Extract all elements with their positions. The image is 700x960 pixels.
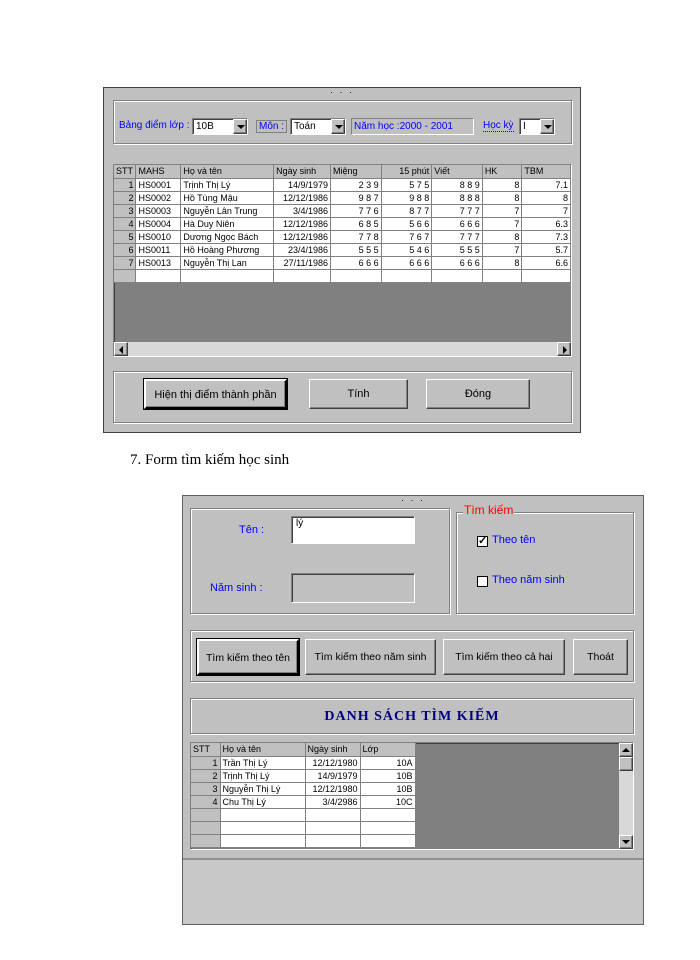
- results-title: DANH SÁCH TÌM KIẾM: [324, 709, 500, 724]
- scroll-up-icon[interactable]: [619, 743, 633, 757]
- empty-cell[interactable]: [114, 269, 136, 282]
- table-cell[interactable]: 7: [482, 204, 522, 217]
- table-cell[interactable]: 7 7 7: [432, 230, 483, 243]
- by-year-label[interactable]: Theo năm sinh: [492, 574, 565, 586]
- grades-grid[interactable]: [113, 164, 572, 357]
- term-select[interactable]: [519, 118, 555, 135]
- school-year-label: Năm học :2000 - 2001: [351, 118, 474, 135]
- table-cell[interactable]: HS0013: [136, 256, 181, 269]
- empty-cell[interactable]: [191, 808, 220, 821]
- table-cell[interactable]: 9 8 8: [381, 191, 432, 204]
- row-number[interactable]: 3: [114, 204, 136, 217]
- table-cell[interactable]: 6 8 5: [330, 217, 381, 230]
- table-cell[interactable]: 8: [522, 191, 571, 204]
- table-cell[interactable]: 5.7: [522, 243, 571, 256]
- search-window: [182, 495, 644, 925]
- col-header[interactable]: Lớp: [360, 743, 415, 756]
- close-button[interactable]: [426, 379, 530, 409]
- grade-row[interactable]: [114, 178, 571, 191]
- table-cell[interactable]: 3/4/1986: [274, 204, 331, 217]
- section-caption: 7. Form tìm kiếm học sinh: [130, 452, 290, 468]
- subject-select-value: Toán: [294, 121, 316, 132]
- table-cell[interactable]: 7: [482, 243, 522, 256]
- row-number[interactable]: 6: [114, 243, 136, 256]
- empty-cell[interactable]: [522, 269, 571, 282]
- table-cell[interactable]: Nguyễn Thị Lý: [220, 782, 305, 795]
- col-header[interactable]: MAHS: [136, 165, 181, 178]
- col-header[interactable]: Họ và tên: [220, 743, 305, 756]
- empty-row[interactable]: [114, 269, 571, 282]
- search-group-title: Tìm kiếm: [464, 503, 514, 517]
- grade-row[interactable]: [114, 191, 571, 204]
- name-label: Tên :: [239, 524, 265, 536]
- empty-cell[interactable]: [360, 834, 415, 847]
- table-cell[interactable]: 6.3: [522, 217, 571, 230]
- show-details-label: Hiện thị điểm thành phần: [154, 389, 277, 401]
- name-input-value: lý: [296, 518, 304, 529]
- by-name-checkbox[interactable]: [477, 536, 488, 547]
- table-cell[interactable]: Chu Thị Lý: [220, 795, 305, 808]
- row-number[interactable]: 2: [114, 191, 136, 204]
- table-cell[interactable]: 6.6: [522, 256, 571, 269]
- search-by-year-button[interactable]: [305, 639, 436, 675]
- search-by-both-label: Tìm kiếm theo cả hai: [455, 651, 553, 663]
- grade-row[interactable]: [114, 217, 571, 230]
- search-options-group: [456, 512, 634, 614]
- results-grid[interactable]: [190, 742, 634, 850]
- table-cell[interactable]: HS0002: [136, 191, 181, 204]
- table-cell[interactable]: 12/12/1980: [305, 782, 360, 795]
- table-cell[interactable]: 5 7 5: [381, 178, 432, 191]
- table-cell[interactable]: 8: [482, 230, 522, 243]
- table-cell[interactable]: 5 4 6: [381, 243, 432, 256]
- empty-cell[interactable]: [432, 269, 483, 282]
- table-cell[interactable]: HS0001: [136, 178, 181, 191]
- class-select-value: 10B: [196, 121, 214, 132]
- table-cell[interactable]: 8: [482, 178, 522, 191]
- table-cell[interactable]: 6 6 6: [432, 217, 483, 230]
- col-header[interactable]: Ngày sinh: [274, 165, 331, 178]
- empty-cell[interactable]: [220, 821, 305, 834]
- table-cell[interactable]: 5 5 5: [432, 243, 483, 256]
- empty-cell[interactable]: [191, 821, 220, 834]
- col-header[interactable]: Ngày sinh: [305, 743, 360, 756]
- term-label: Học kỳ: [483, 120, 514, 131]
- table-cell[interactable]: 7 6 7: [381, 230, 432, 243]
- table-cell[interactable]: 10B: [360, 782, 415, 795]
- table-cell[interactable]: 10B: [360, 769, 415, 782]
- table-cell[interactable]: HS0010: [136, 230, 181, 243]
- table-cell[interactable]: Hồ Hoàng Phương: [181, 243, 274, 256]
- grades-table: [114, 165, 571, 283]
- close-label: Đóng: [464, 388, 492, 400]
- empty-cell[interactable]: [136, 269, 181, 282]
- table-cell[interactable]: Dương Ngọc Bách: [181, 230, 274, 243]
- by-name-label[interactable]: Theo tên: [492, 534, 536, 546]
- empty-row[interactable]: [191, 821, 415, 834]
- calculate-button[interactable]: [309, 379, 408, 409]
- empty-row[interactable]: [191, 808, 415, 821]
- show-details-button[interactable]: [144, 379, 287, 409]
- table-cell[interactable]: 10C: [360, 795, 415, 808]
- table-cell[interactable]: 8: [482, 191, 522, 204]
- empty-cell[interactable]: [305, 808, 360, 821]
- col-header[interactable]: STT: [191, 743, 220, 756]
- grade-row[interactable]: [114, 230, 571, 243]
- class-select[interactable]: [192, 118, 248, 135]
- table-cell[interactable]: 9 8 7: [330, 191, 381, 204]
- table-cell[interactable]: Hồ Tùng Mậu: [181, 191, 274, 204]
- scroll-down-icon[interactable]: [619, 835, 633, 849]
- empty-cell[interactable]: [360, 808, 415, 821]
- table-cell[interactable]: 12/12/1986: [274, 217, 331, 230]
- grade-row[interactable]: [114, 204, 571, 217]
- col-header[interactable]: Họ và tên: [181, 165, 274, 178]
- table-cell[interactable]: 10A: [360, 756, 415, 769]
- row-number[interactable]: 2: [191, 769, 220, 782]
- row-number[interactable]: 3: [191, 782, 220, 795]
- class-label: Bảng điểm lớp :: [119, 120, 190, 131]
- empty-cell[interactable]: [381, 269, 432, 282]
- exit-label: Thoát: [587, 651, 614, 663]
- table-cell[interactable]: 7 7 6: [330, 204, 381, 217]
- subject-select[interactable]: [290, 118, 346, 135]
- result-row[interactable]: [191, 769, 415, 782]
- row-number[interactable]: 5: [114, 230, 136, 243]
- table-cell[interactable]: 7: [482, 217, 522, 230]
- table-cell[interactable]: 7: [522, 204, 571, 217]
- col-header[interactable]: HK: [482, 165, 522, 178]
- empty-cell[interactable]: [305, 821, 360, 834]
- col-header[interactable]: Viết: [432, 165, 483, 178]
- calculate-label: Tính: [347, 388, 370, 400]
- table-cell[interactable]: HS0003: [136, 204, 181, 217]
- table-cell[interactable]: 5 5 5: [330, 243, 381, 256]
- grades-header-row: [114, 165, 571, 178]
- empty-cell[interactable]: [274, 269, 331, 282]
- class-dropdown-icon[interactable]: [233, 119, 247, 134]
- row-number[interactable]: 7: [114, 256, 136, 269]
- search-by-year-label: Tìm kiếm theo năm sinh: [314, 651, 427, 663]
- window-grip[interactable]: · · ·: [401, 495, 425, 505]
- table-cell[interactable]: 7 7 8: [330, 230, 381, 243]
- subject-label: Môn :: [256, 120, 287, 133]
- table-cell[interactable]: Trịnh Thị Lý: [181, 178, 274, 191]
- row-number[interactable]: 4: [191, 795, 220, 808]
- empty-cell[interactable]: [181, 269, 274, 282]
- result-row[interactable]: [191, 782, 415, 795]
- search-by-name-button[interactable]: [197, 639, 299, 675]
- table-cell[interactable]: 23/4/1986: [274, 243, 331, 256]
- subject-dropdown-icon[interactable]: [331, 119, 345, 134]
- table-cell[interactable]: 8 8 8: [432, 191, 483, 204]
- table-cell[interactable]: 27/11/1986: [274, 256, 331, 269]
- col-header[interactable]: STT: [114, 165, 136, 178]
- table-cell[interactable]: 7.3: [522, 230, 571, 243]
- empty-cell[interactable]: [330, 269, 381, 282]
- table-cell[interactable]: 7.1: [522, 178, 571, 191]
- empty-cell[interactable]: [360, 821, 415, 834]
- table-cell[interactable]: Nguyễn Thị Lan: [181, 256, 274, 269]
- scroll-right-icon[interactable]: [557, 342, 571, 356]
- window-grip[interactable]: · · ·: [330, 87, 354, 97]
- empty-cell[interactable]: [191, 834, 220, 847]
- scroll-left-icon[interactable]: [114, 342, 128, 356]
- window-bottom-area: [183, 858, 643, 924]
- table-cell[interactable]: HS0011: [136, 243, 181, 256]
- grades-horizontal-scrollbar[interactable]: [114, 342, 571, 356]
- birth-year-label: Năm sinh :: [210, 582, 263, 594]
- results-vertical-scrollbar[interactable]: [619, 743, 633, 849]
- search-by-name-label: Tìm kiếm theo tên: [205, 652, 291, 664]
- col-header[interactable]: TBM: [522, 165, 571, 178]
- result-row[interactable]: [191, 795, 415, 808]
- table-cell[interactable]: 12/12/1986: [274, 191, 331, 204]
- table-cell[interactable]: 12/12/1986: [274, 230, 331, 243]
- row-number[interactable]: 4: [114, 217, 136, 230]
- col-header[interactable]: Miệng: [330, 165, 381, 178]
- table-cell[interactable]: 6 6 6: [330, 256, 381, 269]
- col-header[interactable]: 15 phút: [381, 165, 432, 178]
- table-cell[interactable]: 8: [482, 256, 522, 269]
- scroll-thumb[interactable]: [619, 757, 633, 771]
- name-input[interactable]: [291, 516, 415, 544]
- birth-year-input[interactable]: [291, 573, 415, 603]
- grade-row[interactable]: [114, 243, 571, 256]
- search-by-both-button[interactable]: [443, 639, 565, 675]
- row-number[interactable]: 1: [114, 178, 136, 191]
- table-cell[interactable]: Hà Duy Niên: [181, 217, 274, 230]
- grade-row[interactable]: [114, 256, 571, 269]
- by-year-checkbox[interactable]: [477, 576, 488, 587]
- table-cell[interactable]: HS0004: [136, 217, 181, 230]
- empty-cell[interactable]: [220, 834, 305, 847]
- results-header-row: [191, 743, 415, 756]
- term-select-value: I: [523, 121, 526, 132]
- table-cell[interactable]: Trịnh Thị Lý: [220, 769, 305, 782]
- table-cell[interactable]: 6 6 6: [432, 256, 483, 269]
- grade-sheet-window: [103, 87, 581, 433]
- empty-cell[interactable]: [482, 269, 522, 282]
- empty-cell[interactable]: [305, 834, 360, 847]
- result-row[interactable]: [191, 756, 415, 769]
- exit-button[interactable]: [573, 639, 628, 675]
- results-banner: [190, 698, 634, 734]
- table-cell[interactable]: Trần Thị Lý: [220, 756, 305, 769]
- table-cell[interactable]: Nguyễn Lân Trung: [181, 204, 274, 217]
- table-cell[interactable]: 14/9/1979: [305, 769, 360, 782]
- table-cell[interactable]: 12/12/1980: [305, 756, 360, 769]
- table-cell[interactable]: 3/4/2986: [305, 795, 360, 808]
- table-cell[interactable]: 7 7 7: [432, 204, 483, 217]
- row-number[interactable]: 1: [191, 756, 220, 769]
- results-table: [191, 743, 416, 848]
- table-cell[interactable]: 2 3 9: [330, 178, 381, 191]
- empty-row[interactable]: [191, 834, 415, 847]
- table-cell[interactable]: 6 6 6: [381, 256, 432, 269]
- table-cell[interactable]: 8 7 7: [381, 204, 432, 217]
- table-cell[interactable]: 14/9/1979: [274, 178, 331, 191]
- empty-cell[interactable]: [220, 808, 305, 821]
- term-dropdown-icon[interactable]: [540, 119, 554, 134]
- table-cell[interactable]: 8 8 9: [432, 178, 483, 191]
- table-cell[interactable]: 5 6 6: [381, 217, 432, 230]
